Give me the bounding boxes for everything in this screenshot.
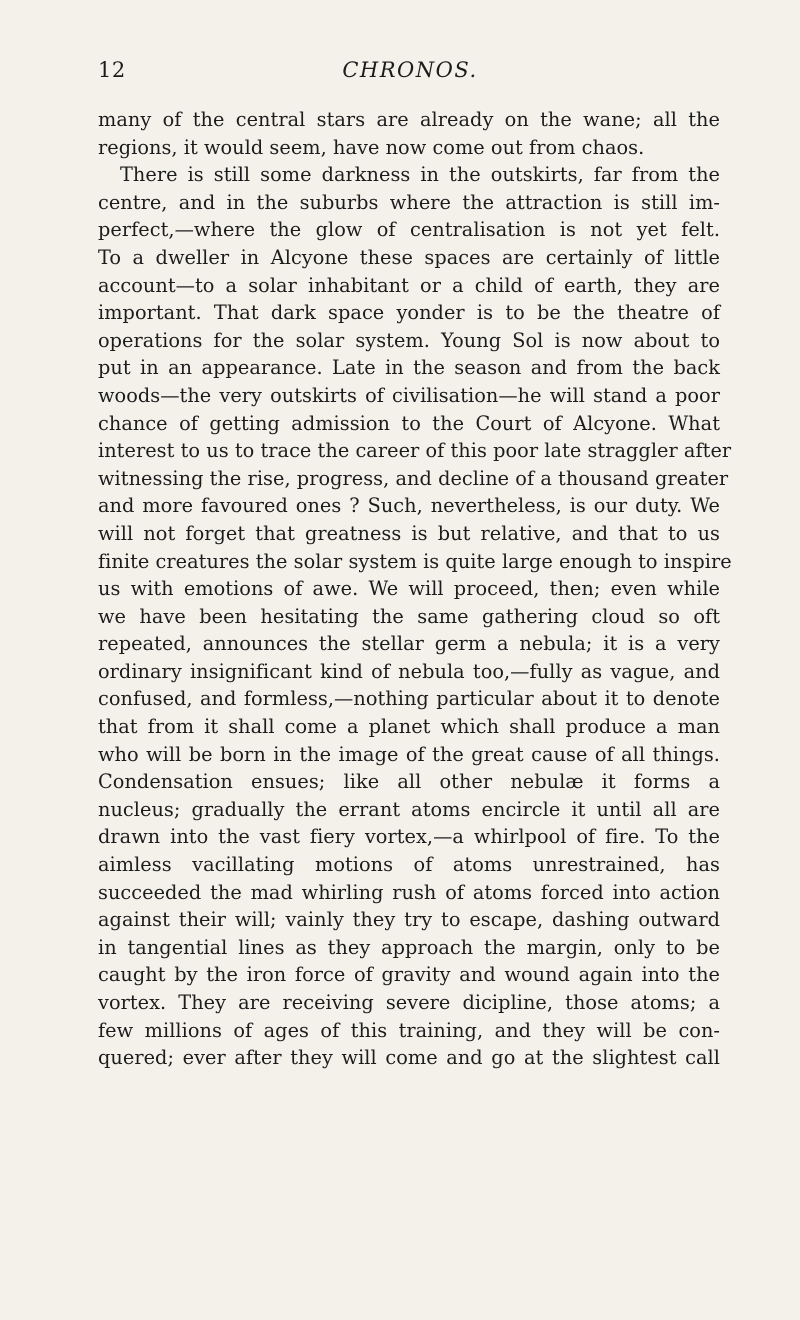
body-text [98, 106, 732, 1072]
text-line: witnessing the rise, progress, and decline of a thousand greater [98, 466, 729, 490]
text-line: aimless vacillating motions of atoms unrestrained, has [98, 853, 720, 877]
text-line: many of the central stars are already on the wane; all the [98, 108, 720, 131]
text-line: repeated, announces the stellar germ a nebula; it is a very [98, 632, 720, 656]
text-line: To a dweller in Alcyone these spaces are certainly of little [98, 245, 720, 269]
text-line: There is still some darkness in the outskirts, far from the [120, 163, 720, 187]
text-line: nucleus; gradually the errant atoms encircle it until all are [98, 797, 720, 821]
text-line: us with emotions of awe. We will proceed, then; even while [98, 577, 720, 601]
text-line: quered; ever after they will come and go at the slightest call [98, 1046, 720, 1070]
text-line: will not forget that greatness is but relative, and that to us [98, 521, 720, 545]
text-line: confused, and formless,—nothing particular about it to denote [98, 687, 720, 711]
text-line: in tangential lines as they approach the margin, only to be [98, 935, 720, 959]
page-header [98, 58, 722, 88]
text-line: and more favoured ones ? Such, nevertheless, is our duty. We [98, 494, 720, 518]
text-line: who will be born in the image of the great cause of all things. [98, 742, 720, 766]
text-line: important. That dark space yonder is to be the theatre of [98, 301, 720, 325]
text-line: centre, and in the suburbs where the attraction is still im- [98, 190, 720, 214]
text-line: perfect,—where the glow of centralisation is not yet felt. [98, 218, 720, 242]
text-line: ordinary insignificant kind of nebula too,—fully as vague, and [98, 659, 720, 683]
text-line: chance of getting admission to the Court of Alcyone. What [98, 411, 720, 435]
text-line: succeeded the mad whirling rush of atoms forced into action [98, 880, 720, 904]
text-line: operations for the solar system. Young Sol is now about to [98, 328, 720, 352]
text-line: woods—the very outskirts of civilisation—he will stand a poor [98, 383, 720, 407]
text-line: put in an appearance. Late in the season and from the back [98, 356, 720, 380]
running-head: CHRONOS. [342, 58, 478, 82]
text-line: few millions of ages of this training, and they will be con- [98, 1018, 720, 1042]
text-line: vortex. They are receiving severe dicipline, those atoms; a [98, 991, 720, 1014]
page-number: 12 [98, 58, 126, 82]
text-line: Condensation ensues; like all other nebulæ it forms a [98, 770, 720, 794]
text-line: we have been hesitating the same gathering cloud so oft [98, 604, 720, 628]
text-line: regions, it would seem, have now come out from chaos. [98, 135, 645, 159]
text-line: interest to us to trace the career of this poor late straggler after [98, 439, 732, 463]
text-line: finite creatures the solar system is quite large enough to inspire [98, 549, 732, 573]
text-line: caught by the iron force of gravity and wound again into the [98, 963, 720, 987]
text-line: drawn into the vast fiery vortex,—a whirlpool of fire. To the [98, 825, 720, 849]
text-line: that from it shall come a planet which shall produce a man [98, 715, 720, 739]
text-line: against their will; vainly they try to escape, dashing outward [98, 908, 720, 932]
text-line: account—to a solar inhabitant or a child of earth, they are [98, 273, 720, 297]
